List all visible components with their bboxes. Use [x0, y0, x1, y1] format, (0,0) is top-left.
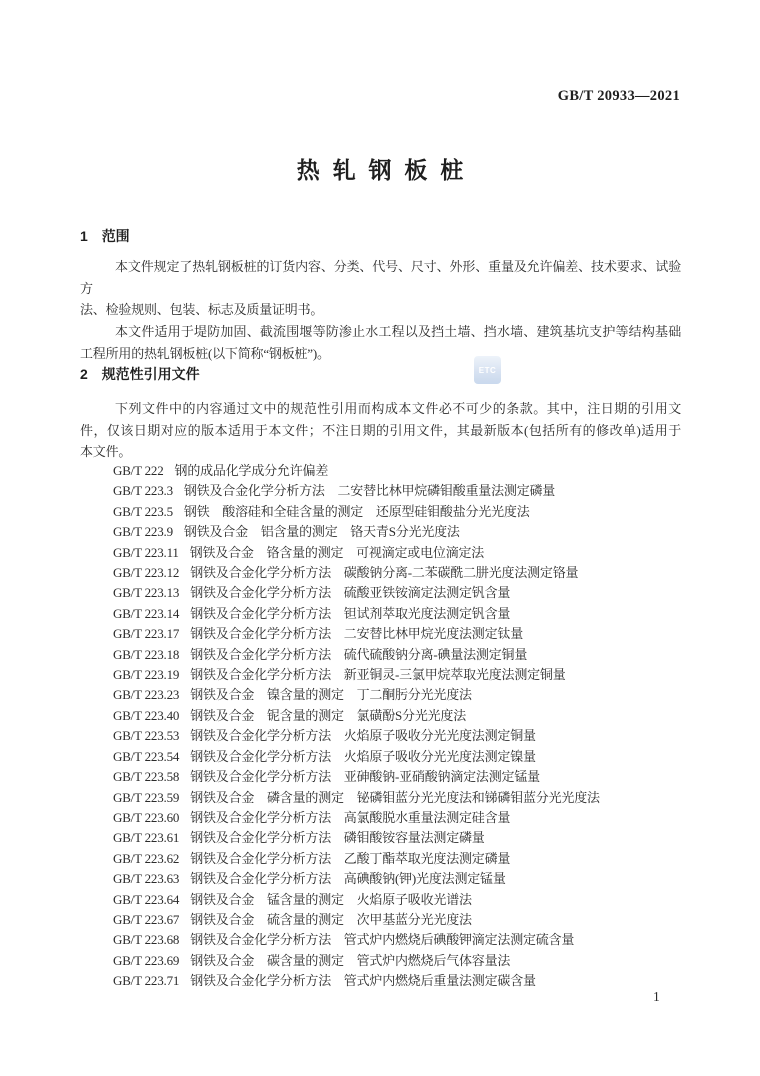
watermark-text: ETC	[478, 365, 497, 375]
reference-code: GB/T 223.63	[113, 871, 180, 887]
paragraph-line: 下列文件中的内容通过文中的规范性引用而构成本文件必不可少的条款。其中，注日期的引用文	[115, 401, 681, 416]
section-normative-references-paragraphs	[80, 398, 681, 463]
reference-code: GB/T 223.12	[113, 565, 180, 581]
reference-title: 钢铁及合金化学分析方法 火焰原子吸收分光光度法测定镍量	[190, 748, 536, 764]
reference-code: GB/T 223.19	[113, 667, 180, 683]
reference-code: GB/T 223.53	[113, 728, 180, 744]
references-list	[80, 461, 705, 992]
reference-title: 钢铁及合金化学分析方法 高碘酸钠(钾)光度法测定锰量	[190, 871, 506, 887]
reference-item	[80, 522, 705, 542]
reference-title: 钢铁及合金化学分析方法 硫代硫酸钠分离-碘量法测定铜量	[190, 646, 528, 662]
reference-item	[80, 481, 705, 501]
section-number: 1	[80, 228, 88, 244]
reference-code: GB/T 223.54	[113, 748, 180, 764]
reference-code: GB/T 223.71	[113, 973, 180, 989]
section-number: 2	[80, 366, 88, 382]
paragraph-line: 工程所用的热轧钢板桩(以下简称“钢板桩”)。	[80, 345, 330, 361]
reference-title: 钢的成品化学成分允许偏差	[174, 463, 329, 478]
reference-item	[80, 645, 705, 665]
reference-title: 钢铁及合金 碳含量的测定 管式炉内燃烧后气体容量法	[190, 952, 511, 968]
reference-code: GB/T 223.64	[113, 891, 180, 907]
reference-code: GB/T 223.59	[113, 789, 180, 805]
reference-code: GB/T 223.68	[113, 932, 180, 948]
reference-code: GB/T 223.17	[113, 626, 180, 642]
reference-code: GB/T 223.58	[113, 769, 180, 785]
reference-item	[80, 930, 705, 950]
reference-item	[80, 910, 705, 930]
reference-title: 钢铁及合金化学分析方法 乙酸丁酯萃取光度法测定磷量	[190, 850, 511, 866]
reference-title: 钢铁及合金化学分析方法 新亚铜灵-三氯甲烷萃取光度法测定铜量	[190, 667, 566, 683]
reference-item	[80, 604, 705, 624]
reference-code: GB/T 223.18	[113, 646, 180, 662]
reference-title: 钢铁及合金化学分析方法 高氯酸脱水重量法测定硅含量	[190, 809, 511, 825]
paragraph-line: 本文件适用于堤防加固、截流围堰等防渗止水工程以及挡土墙、挡水墙、建筑基坑支护等结构基础	[115, 324, 681, 340]
reference-item	[80, 788, 705, 808]
reference-title: 钢铁及合金 铬含量的测定 可视滴定或电位滴定法	[189, 544, 485, 560]
reference-code: GB/T 223.69	[113, 952, 180, 968]
reference-item	[80, 624, 705, 644]
reference-item	[80, 951, 705, 971]
reference-title: 钢铁及合金化学分析方法 管式炉内燃烧后碘酸钾滴定法测定硫含量	[190, 932, 575, 948]
reference-code: GB/T 222	[113, 463, 164, 478]
reference-item	[80, 849, 705, 869]
reference-item	[80, 890, 705, 910]
reference-title: 钢铁及合金 锰含量的测定 火焰原子吸收光谱法	[190, 891, 472, 907]
section-title: 规范性引用文件	[101, 366, 200, 382]
paragraph-line: 件，仅该日期对应的版本适用于本文件；不注日期的引用文件，其最新版本(包括所有的修改单)适用于	[80, 422, 681, 438]
reference-item	[80, 685, 705, 705]
reference-title: 钢铁及合金 镍含量的测定 丁二酮肟分光光度法	[190, 687, 472, 703]
reference-title: 钢铁及合金化学分析方法 二安替比林甲烷磷钼酸重量法测定磷量	[183, 483, 556, 499]
reference-item	[80, 665, 705, 685]
reference-code: GB/T 223.5	[113, 503, 173, 519]
reference-title: 钢铁及合金化学分析方法 管式炉内燃烧后重量法测定碳含量	[190, 973, 536, 989]
section-heading-scope	[80, 226, 130, 246]
section-title: 范围	[101, 228, 130, 244]
reference-code: GB/T 223.14	[113, 605, 180, 621]
reference-item	[80, 583, 705, 603]
reference-item	[80, 869, 705, 889]
section-heading-normative-references	[80, 364, 200, 384]
reference-item	[80, 563, 705, 583]
reference-title: 钢铁及合金化学分析方法 钽试剂萃取光度法测定钒含量	[190, 605, 511, 621]
standard-code: GB/T 20933—2021	[557, 88, 680, 104]
reference-item	[80, 971, 705, 991]
reference-title: 钢铁及合金化学分析方法 磷钼酸铵容量法测定磷量	[190, 830, 485, 846]
paragraph-line: 本文件规定了热轧钢板桩的订货内容、分类、代号、尺寸、外形、重量及允许偏差、技术要求、试验方	[80, 259, 681, 296]
reference-title: 钢铁及合金化学分析方法 硫酸亚铁铵滴定法测定钒含量	[190, 585, 511, 601]
reference-item	[80, 828, 705, 848]
reference-code: GB/T 223.62	[113, 850, 180, 866]
reference-title: 钢铁及合金化学分析方法 二安替比林甲烷光度法测定钛量	[190, 626, 523, 642]
reference-item	[80, 808, 705, 828]
reference-title: 钢铁及合金 硫含量的测定 次甲基蓝分光光度法	[190, 911, 472, 927]
reference-item	[80, 543, 705, 563]
reference-code: GB/T 223.23	[113, 687, 180, 703]
reference-item	[80, 747, 705, 767]
reference-item	[80, 726, 705, 746]
reference-code: GB/T 223.40	[113, 707, 180, 723]
reference-code: GB/T 223.67	[113, 911, 180, 927]
reference-item	[80, 461, 705, 481]
page-number: 1	[653, 989, 660, 1004]
reference-title: 钢铁及合金化学分析方法 亚砷酸钠-亚硝酸钠滴定法测定锰量	[190, 769, 540, 785]
reference-code: GB/T 223.9	[113, 524, 173, 540]
reference-code: GB/T 223.61	[113, 830, 180, 846]
reference-title: 钢铁及合金 磷含量的测定 铋磷钼蓝分光光度法和锑磷钼蓝分光光度法	[190, 789, 600, 805]
reference-title: 钢铁及合金 铌含量的测定 氯磺酚S分光光度法	[190, 707, 467, 723]
document-title: 热轧钢板桩	[296, 157, 477, 183]
paragraph-line: 法、检验规则、包装、标志及质量证明书。	[80, 302, 324, 318]
reference-code: GB/T 223.13	[113, 585, 180, 601]
reference-title: 钢铁及合金化学分析方法 火焰原子吸收分光光度法测定铜量	[190, 728, 536, 744]
reference-item	[80, 706, 705, 726]
reference-code: GB/T 223.60	[113, 809, 180, 825]
reference-title: 钢铁 酸溶硅和全硅含量的测定 还原型硅钼酸盐分光光度法	[183, 503, 530, 519]
reference-code: GB/T 223.3	[113, 483, 173, 499]
section-scope-paragraphs	[80, 256, 681, 365]
reference-item	[80, 767, 705, 787]
reference-title: 钢铁及合金 铝含量的测定 铬天青S分光光度法	[183, 524, 460, 540]
paragraph-line: 本文件。	[80, 444, 132, 460]
reference-code: GB/T 223.11	[113, 544, 179, 560]
reference-title: 钢铁及合金化学分析方法 碳酸钠分离-二苯碳酰二肼光度法测定铬量	[190, 565, 579, 581]
reference-item	[80, 502, 705, 522]
